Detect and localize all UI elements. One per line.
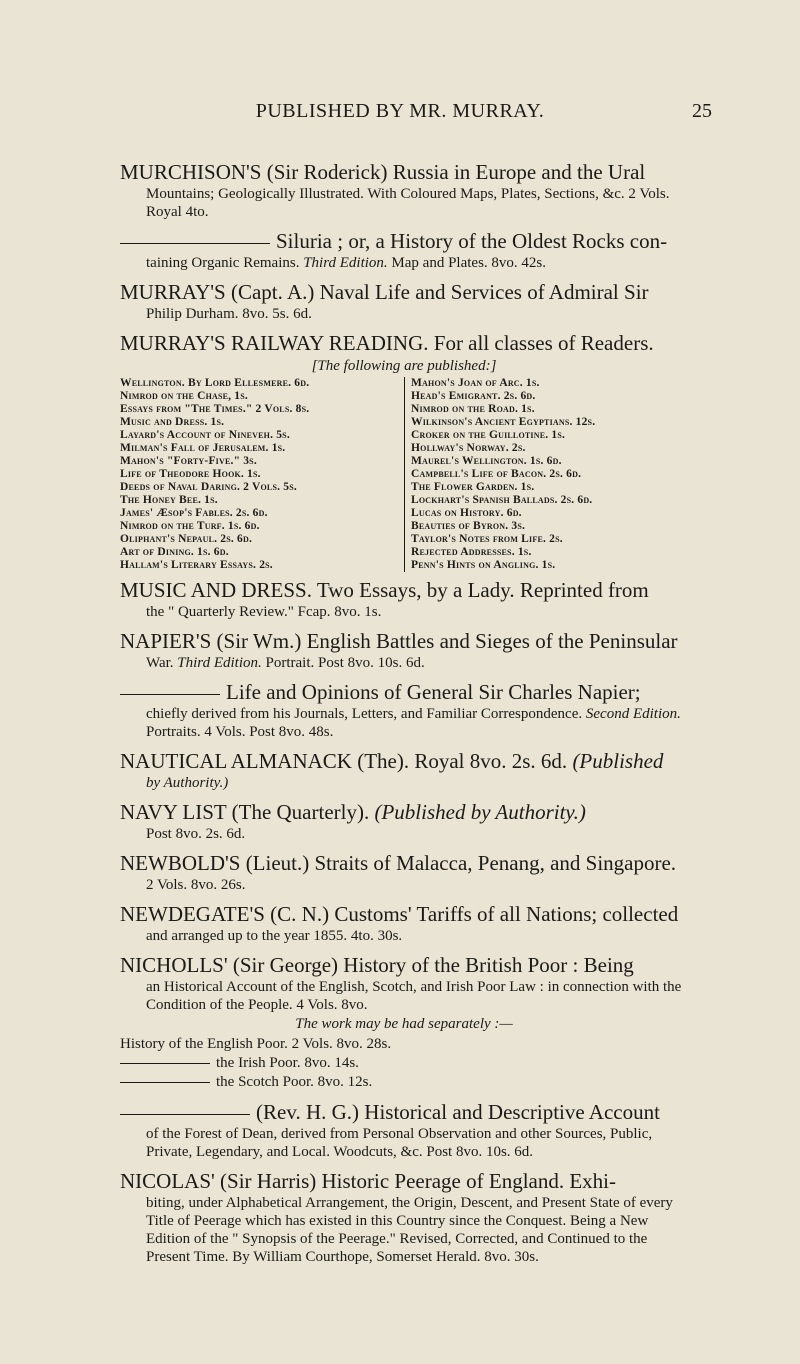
ditto-rule bbox=[120, 1114, 250, 1115]
railway-title: Campbell's Life of Bacon. 2s. 6d. bbox=[411, 468, 582, 480]
edition-text: Second Edition. bbox=[585, 706, 681, 722]
railway-title: Wilkinson's Ancient Egyptians. 12s. bbox=[411, 416, 596, 428]
entry-description: and arranged up to the year 1855. 4to. 30s. bbox=[146, 928, 403, 944]
railway-title: Music and Dress. 1s. bbox=[120, 416, 225, 428]
part-text: the Scotch Poor. 8vo. 12s. bbox=[216, 1074, 373, 1090]
running-head-title: PUBLISHED BY MR. MURRAY. bbox=[255, 100, 545, 122]
running-head bbox=[0, 100, 800, 124]
ditto-rule bbox=[120, 1082, 210, 1083]
entry-description: biting, under Alphabetical Arrangement, the Origin, Descent, and Present State of every Title of Peerage which has existed in this Country since the Conquest. Being a New Edition of the " Synopsis of the Peerage." Revised, Corrected, and Continued to the Present Time. By William Courthope, Somerset Herald. 8vo. 30s. bbox=[146, 1195, 673, 1265]
edition-text: Third Edition. bbox=[177, 655, 262, 671]
entry-heading: MURRAY'S RAILWAY READING. For all classes of Readers. bbox=[120, 331, 654, 355]
entry-description: Mountains; Geologically Illustrated. With Coloured Maps, Plates, Sections, &c. 2 Vols. Royal 4to. bbox=[146, 186, 670, 220]
page-number: 25 bbox=[692, 100, 712, 122]
railway-title: Penn's Hints on Angling. 1s. bbox=[411, 559, 556, 571]
railway-note: [The following are published:] bbox=[311, 358, 497, 374]
railway-title: Essays from "The Times." 2 Vols. 8s. bbox=[120, 403, 310, 415]
catalogue-entry bbox=[120, 160, 688, 221]
catalogue-entry bbox=[120, 680, 688, 741]
railway-title: Oliphant's Nepaul. 2s. 6d. bbox=[120, 533, 253, 545]
entry-heading bbox=[120, 680, 688, 705]
entry-description: Philip Durham. 8vo. 5s. 6d. bbox=[146, 306, 312, 322]
railway-title: Mahon's Joan of Arc. 1s. bbox=[411, 377, 540, 389]
authority-text: (Published by Authority.) bbox=[374, 800, 586, 824]
railway-title: Nimrod on the Chase, 1s. bbox=[120, 390, 248, 402]
entry-description bbox=[120, 705, 688, 741]
entry-heading: NEWDEGATE'S (C. N.) Customs' Tariffs of all Nations; collected bbox=[120, 902, 679, 926]
railway-title: Mahon's "Forty-Five." 3s. bbox=[120, 455, 257, 467]
railway-title: Croker on the Guillotine. 1s. bbox=[411, 429, 566, 441]
railway-title: Maurel's Wellington. 1s. 6d. bbox=[411, 455, 562, 467]
entry-heading-text: Siluria ; or, a History of the Oldest Rocks con- bbox=[276, 229, 668, 253]
entry-heading: NICOLAS' (Sir Harris) Historic Peerage of England. Exhi- bbox=[120, 1169, 617, 1193]
entry-description: Post 8vo. 2s. 6d. bbox=[146, 826, 246, 842]
entry-description: 2 Vols. 8vo. 26s. bbox=[146, 877, 246, 893]
catalogue-list bbox=[120, 160, 688, 1274]
railway-list-left bbox=[120, 377, 404, 572]
entry-description: the " Quarterly Review." Fcap. 8vo. 1s. bbox=[146, 604, 382, 620]
catalogue-entry bbox=[120, 280, 688, 323]
railway-list-right bbox=[404, 377, 688, 572]
entry-description bbox=[120, 254, 688, 272]
railway-title: Beauties of Byron. 3s. bbox=[411, 520, 526, 532]
railway-title: Life of Theodore Hook. 1s. bbox=[120, 468, 261, 480]
railway-title: Nimrod on the Turf. 1s. 6d. bbox=[120, 520, 260, 532]
entry-description: an Historical Account of the English, Scotch, and Irish Poor Law : in connection with the Condition of the People. 4 Vols. 8vo. bbox=[146, 979, 682, 1013]
catalogue-entry bbox=[120, 851, 688, 894]
catalogue-entry bbox=[120, 1100, 688, 1161]
railway-title: Head's Emigrant. 2s. 6d. bbox=[411, 390, 536, 402]
part-item bbox=[120, 1073, 688, 1092]
railway-title: Deeds of Naval Daring. 2 Vols. 5s. bbox=[120, 481, 297, 493]
desc-tail: Portrait. Post 8vo. 10s. 6d. bbox=[265, 655, 425, 671]
catalogue-entry bbox=[120, 578, 688, 621]
railway-title: Hollway's Norway. 2s. bbox=[411, 442, 526, 454]
entry-heading: MUSIC AND DRESS. Two Essays, by a Lady. Reprinted from bbox=[120, 578, 649, 602]
railway-title: The Honey Bee. 1s. bbox=[120, 494, 218, 506]
ditto-rule bbox=[120, 694, 220, 695]
desc-tail: Portraits. 4 Vols. Post 8vo. 48s. bbox=[146, 724, 334, 740]
desc-tail: Map and Plates. 8vo. 42s. bbox=[391, 255, 546, 271]
edition-text: Third Edition. bbox=[303, 255, 388, 271]
railway-title: Wellington. By Lord Ellesmere. 6d. bbox=[120, 377, 310, 389]
catalogue-entry bbox=[120, 749, 688, 792]
railway-title: Art of Dining. 1s. 6d. bbox=[120, 546, 229, 558]
railway-title: The Flower Garden. 1s. bbox=[411, 481, 535, 493]
separate-note: The work may be had separately :— bbox=[295, 1016, 513, 1032]
entry-heading: NAPIER'S (Sir Wm.) English Battles and Sieges of the Peninsular bbox=[120, 629, 678, 653]
entry-heading: MURCHISON'S (Sir Roderick) Russia in Europe and the Ural bbox=[120, 160, 646, 184]
ditto-rule bbox=[120, 1063, 210, 1064]
entry-heading-text: NAVY LIST (The Quarterly). bbox=[120, 800, 370, 824]
railway-title: Layard's Account of Nineveh. 5s. bbox=[120, 429, 290, 441]
catalogue-entry bbox=[120, 1169, 688, 1266]
part-item bbox=[120, 1054, 688, 1073]
desc-text: chiefly derived from his Journals, Letters, and Familiar Correspondence. bbox=[146, 706, 583, 722]
railway-title: Lucas on History. 6d. bbox=[411, 507, 522, 519]
railway-title: Nimrod on the Road. 1s. bbox=[411, 403, 535, 415]
part-item: History of the English Poor. 2 Vols. 8vo. 28s. bbox=[120, 1036, 392, 1052]
part-text: the Irish Poor. 8vo. 14s. bbox=[216, 1055, 359, 1071]
railway-list bbox=[120, 377, 688, 572]
railway-title: Milman's Fall of Jerusalem. 1s. bbox=[120, 442, 286, 454]
entry-heading bbox=[120, 800, 688, 825]
entry-description: by Authority.) bbox=[146, 775, 229, 791]
authority-text: (Published bbox=[572, 749, 664, 773]
railway-title: Rejected Addresses. 1s. bbox=[411, 546, 532, 558]
desc-text: War. bbox=[146, 655, 174, 671]
railway-title: James' Æsop's Fables. 2s. 6d. bbox=[120, 507, 268, 519]
entry-description bbox=[120, 654, 688, 672]
entry-heading: NEWBOLD'S (Lieut.) Straits of Malacca, Penang, and Singapore. bbox=[120, 851, 677, 875]
catalogue-entry bbox=[120, 331, 688, 356]
catalogue-entry bbox=[120, 229, 688, 272]
catalogue-entry bbox=[120, 800, 688, 843]
entry-heading-text: (Rev. H. G.) Historical and Descriptive Account bbox=[256, 1100, 660, 1124]
catalogue-entry bbox=[120, 902, 688, 945]
railway-title: Lockhart's Spanish Ballads. 2s. 6d. bbox=[411, 494, 593, 506]
desc-text: taining Organic Remains. bbox=[146, 255, 300, 271]
railway-title: Hallam's Literary Essays. 2s. bbox=[120, 559, 273, 571]
entry-description: of the Forest of Dean, derived from Personal Observation and other Sources, Public, Private, Legendary, and Local. Woodcuts, &c. Post 8vo. 10s. 6d. bbox=[146, 1126, 653, 1160]
entry-heading: NICHOLLS' (Sir George) History of the British Poor : Being bbox=[120, 953, 634, 977]
ditto-rule bbox=[120, 243, 270, 244]
entry-heading: MURRAY'S (Capt. A.) Naval Life and Services of Admiral Sir bbox=[120, 280, 649, 304]
entry-heading-text: Life and Opinions of General Sir Charles Napier; bbox=[226, 680, 641, 704]
entry-heading bbox=[120, 749, 688, 774]
railway-title: Taylor's Notes from Life. 2s. bbox=[411, 533, 563, 545]
catalogue-entry bbox=[120, 629, 688, 672]
entry-heading bbox=[120, 1100, 688, 1125]
catalogue-entry bbox=[120, 953, 688, 1014]
entry-heading-text: NAUTICAL ALMANACK (The). Royal 8vo. 2s. 6d. bbox=[120, 749, 568, 773]
entry-heading bbox=[120, 229, 688, 254]
